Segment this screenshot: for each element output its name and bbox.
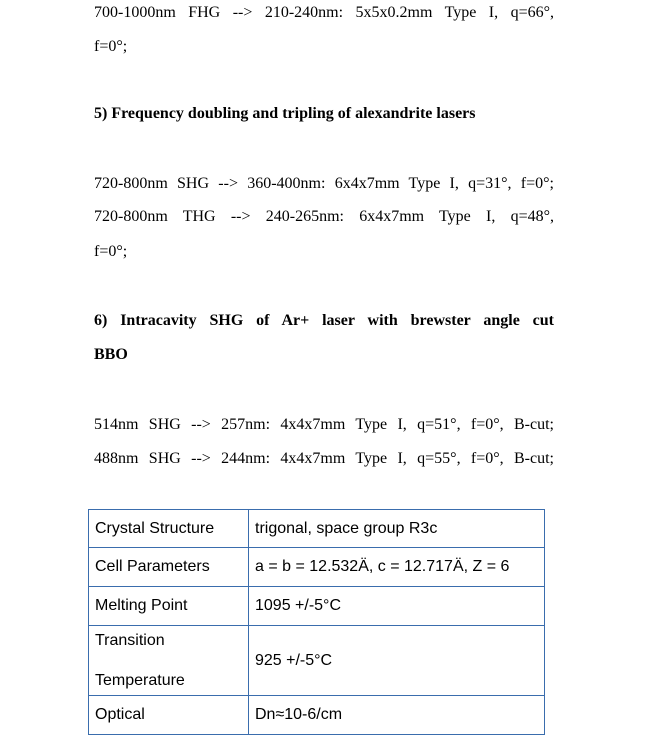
property-label: Melting Point xyxy=(89,587,249,626)
property-label xyxy=(89,626,249,696)
property-label: Crystal Structure xyxy=(89,510,249,548)
property-label: Optical xyxy=(89,696,249,735)
property-label-line-1: Transition xyxy=(95,631,165,649)
fhg-line-2: f=0°; xyxy=(94,38,128,55)
thg-alexandrite-line-1: 720-800nm THG --> 240-265nm: 6x4x7mm Type I, q=48°, xyxy=(94,208,554,225)
table-row xyxy=(89,696,545,735)
section-6-heading-line-2: BBO xyxy=(94,346,128,363)
shg-488-line: 488nm SHG --> 244nm: 4x4x7mm Type I, q=55°, f=0°, B-cut; xyxy=(94,450,554,467)
bbo-properties-table xyxy=(88,509,545,735)
fhg-line-1: 700-1000nm FHG --> 210-240nm: 5x5x0.2mm Type I, q=66°, xyxy=(94,4,554,21)
property-value: Dn≈10-6/cm xyxy=(249,696,545,735)
property-label-line-2: Temperature xyxy=(95,671,185,689)
shg-alexandrite-line: 720-800nm SHG --> 360-400nm: 6x4x7mm Type I, q=31°, f=0°; xyxy=(94,175,554,192)
section-6-heading-line-1: 6) Intracavity SHG of Ar+ laser with brewster angle cut xyxy=(94,312,554,329)
property-label-wrap xyxy=(95,632,242,690)
table-row xyxy=(89,510,545,548)
property-value: a = b = 12.532Ä, c = 12.717Ä, Z = 6 xyxy=(249,548,545,587)
table-row xyxy=(89,587,545,626)
thg-alexandrite-line-2: f=0°; xyxy=(94,243,128,260)
table-row xyxy=(89,626,545,696)
section-5-heading: 5) Frequency doubling and tripling of alexandrite lasers xyxy=(94,105,476,122)
table-row xyxy=(89,548,545,587)
property-value: 1095 +/-5°C xyxy=(249,587,545,626)
property-label: Cell Parameters xyxy=(89,548,249,587)
shg-514-line: 514nm SHG --> 257nm: 4x4x7mm Type I, q=51°, f=0°, B-cut; xyxy=(94,416,554,433)
property-value: 925 +/-5°C xyxy=(249,626,545,696)
property-value: trigonal, space group R3c xyxy=(249,510,545,548)
